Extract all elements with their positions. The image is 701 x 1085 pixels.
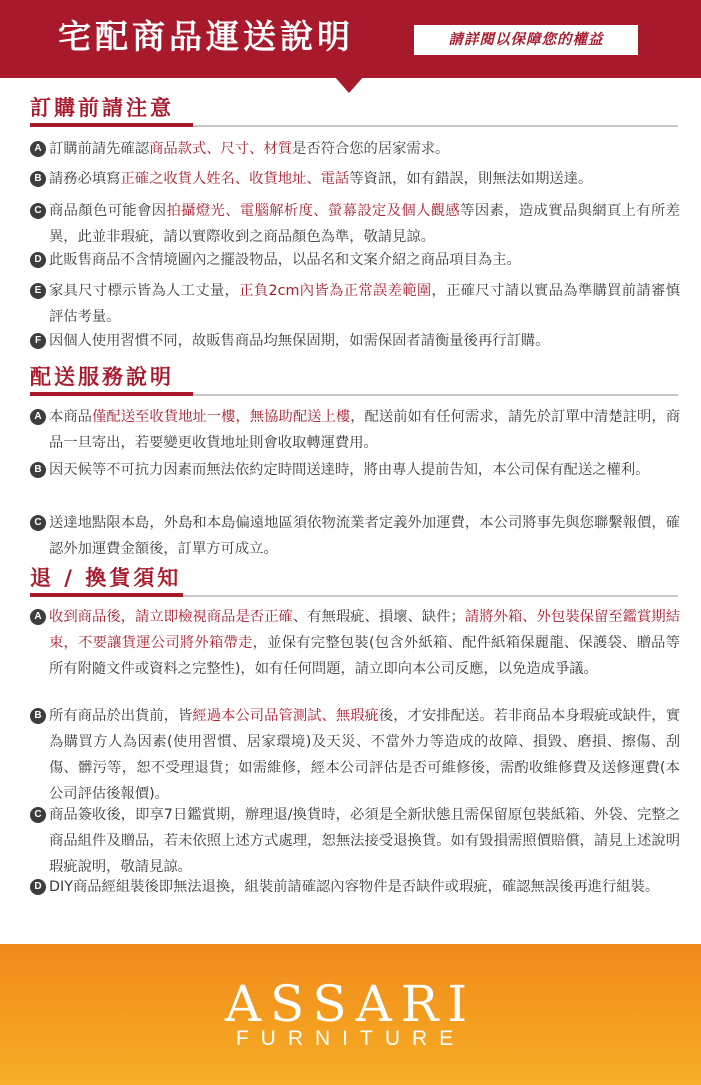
list-item bbox=[30, 457, 680, 483]
item-text bbox=[49, 166, 680, 192]
text-run: 本商品 bbox=[49, 409, 93, 425]
text-run: 是否符合您的居家需求。 bbox=[292, 141, 450, 157]
section-title: 訂購前請注意 bbox=[30, 96, 174, 120]
highlighted-text: 請將外箱、外包裝保留至鑑賞期結束，不要讓貨運公司將外箱帶走 bbox=[49, 609, 681, 651]
text-run: 因個人使用習慣不同，故販售商品均無保固期，如需保固者請衡量後再行訂購。 bbox=[49, 333, 550, 349]
text-run: 等資訊，如有錯誤，則無法如期送達。 bbox=[349, 171, 593, 187]
section-title: 配送服務說明 bbox=[30, 365, 174, 389]
highlighted-text: 拍攝燈光、電腦解析度、螢幕設定及個人觀感 bbox=[166, 203, 461, 219]
item-text bbox=[49, 802, 680, 880]
item-text bbox=[49, 278, 680, 330]
marker-badge: C bbox=[30, 807, 46, 823]
section-divider bbox=[30, 394, 678, 396]
highlighted-text: 正負2cm內皆為正常誤差範圍 bbox=[239, 283, 432, 299]
text-run: 因天候等不可抗力因素而無法依約定時間送達時，將由專人提前告知，本公司保有配送之權利。 bbox=[49, 462, 650, 478]
highlighted-text: 收到商品後，請立即檢視商品是否正確 bbox=[49, 609, 293, 625]
highlighted-text: 商品款式、尺寸、材質 bbox=[149, 141, 293, 157]
marker-badge: C bbox=[30, 203, 46, 219]
text-run: 商品顏色可能會因 bbox=[49, 203, 167, 219]
header-banner bbox=[0, 0, 701, 78]
list-item bbox=[30, 802, 680, 880]
banner-notch bbox=[334, 76, 364, 93]
list-item bbox=[30, 198, 680, 250]
highlighted-text: 經過本公司品管測試、無瑕疵 bbox=[192, 708, 379, 724]
section-heading-delivery bbox=[30, 362, 678, 396]
marker-badge: B bbox=[30, 462, 46, 478]
item-text bbox=[49, 874, 680, 900]
item-text bbox=[49, 703, 680, 807]
marker-badge: D bbox=[30, 879, 46, 895]
text-run: DIY商品經組裝後即無法退換，組裝前請確認內容物件是否缺件或瑕疵，確認無誤後再進行組裝。 bbox=[49, 879, 660, 895]
item-text bbox=[49, 404, 680, 456]
item-text bbox=[49, 328, 680, 354]
highlighted-text: 僅配送至收貨地址一樓，無協助配送上樓 bbox=[92, 409, 351, 425]
page-title: 宅配商品運送說明 bbox=[58, 17, 354, 56]
marker-badge: A bbox=[30, 609, 46, 625]
marker-badge: B bbox=[30, 171, 46, 187]
marker-badge: A bbox=[30, 409, 46, 425]
list-item bbox=[30, 510, 680, 562]
section-heading-order-notes bbox=[30, 93, 678, 127]
item-text bbox=[49, 247, 680, 273]
highlighted-text: 正確之收貨人姓名、收貨地址、電話 bbox=[120, 171, 350, 187]
text-run: 家具尺寸標示皆為人工丈量， bbox=[49, 283, 240, 299]
item-text bbox=[49, 198, 680, 250]
text-run: ，正確尺寸請以實品為準購買前請審慎評估考量。 bbox=[49, 283, 680, 325]
text-run: 請務必填寫 bbox=[49, 171, 121, 187]
text-run: ，並保有完整包裝(包含外紙箱、配件紙箱保麗龍、保護袋、贈品等所有附隨文件或資料之完整性)，如有任何問題，請立即向本公司反應，以免造成爭議。 bbox=[49, 635, 680, 677]
section-heading-returns bbox=[30, 563, 678, 597]
text-run: 送達地點限本島，外島和本島偏遠地區須依物流業者定義外加運費，本公司將事先與您聯繫報價，確認外加運費金額後，訂單方可成立。 bbox=[49, 515, 680, 557]
list-item bbox=[30, 136, 680, 162]
list-item bbox=[30, 874, 680, 900]
item-text bbox=[49, 604, 680, 682]
text-run: 所有商品於出貨前，皆 bbox=[49, 708, 193, 724]
marker-badge: C bbox=[30, 515, 46, 531]
tagline-badge: 請詳閱以保障您的權益 bbox=[414, 25, 638, 55]
text-run: 後，才安排配送。若非商品本身瑕疵或缺件，實為購買方人為因素(使用習慣、居家環境)及天災、不當外力等造成的故障、損毀、磨損、擦傷、刮傷、髒污等，恕不受理退貨；如需維修，經本公司評估是否可維修後，需酌收維修費及送修運費(本公司評估後報價)。 bbox=[49, 708, 681, 802]
text-run: 、有無瑕疵、損壞、缺件； bbox=[292, 609, 465, 625]
text-run: ，配送前如有任何需求，請先於訂單中清楚註明，商品一旦寄出，若要變更收貨地址則會收取轉運費用。 bbox=[49, 409, 681, 451]
list-item bbox=[30, 278, 680, 330]
text-run: 訂購前請先確認 bbox=[49, 141, 150, 157]
brand-logo: ASSARI bbox=[224, 975, 477, 1033]
list-item bbox=[30, 328, 680, 354]
item-text bbox=[49, 457, 680, 483]
list-item bbox=[30, 404, 680, 456]
list-item bbox=[30, 604, 680, 682]
list-item bbox=[30, 247, 680, 273]
item-text bbox=[49, 510, 680, 562]
item-text bbox=[49, 136, 680, 162]
marker-badge: A bbox=[30, 141, 46, 157]
text-run: 此販售商品不含情境圖內之擺設物品，以品名和文案介紹之商品項目為主。 bbox=[49, 252, 521, 268]
section-divider bbox=[30, 125, 678, 127]
list-item bbox=[30, 166, 680, 192]
marker-badge: E bbox=[30, 283, 46, 299]
text-run: 等因素，造成實品與網頁上有所差異，此並非瑕疵，請以實際收到之商品顏色為準，敬請見諒。 bbox=[49, 203, 681, 245]
marker-badge: F bbox=[30, 333, 46, 349]
section-title: 退 / 換貨須知 bbox=[30, 566, 182, 590]
brand-logo-subtitle: FURNITURE bbox=[235, 1027, 466, 1050]
text-run: 商品簽收後，即享7日鑑賞期，辦理退/換貨時，必須是全新狀態且需保留原包裝紙箱、外袋、完整之商品組件及贈品，若未依照上述方式處理，恕無法接受退換貨。如有毀損需照價賠償，請見上述說明瑕疵說明，敬請見諒。 bbox=[49, 807, 680, 875]
list-item bbox=[30, 703, 680, 807]
marker-badge: B bbox=[30, 708, 46, 724]
section-divider bbox=[30, 595, 678, 597]
marker-badge: D bbox=[30, 252, 46, 268]
